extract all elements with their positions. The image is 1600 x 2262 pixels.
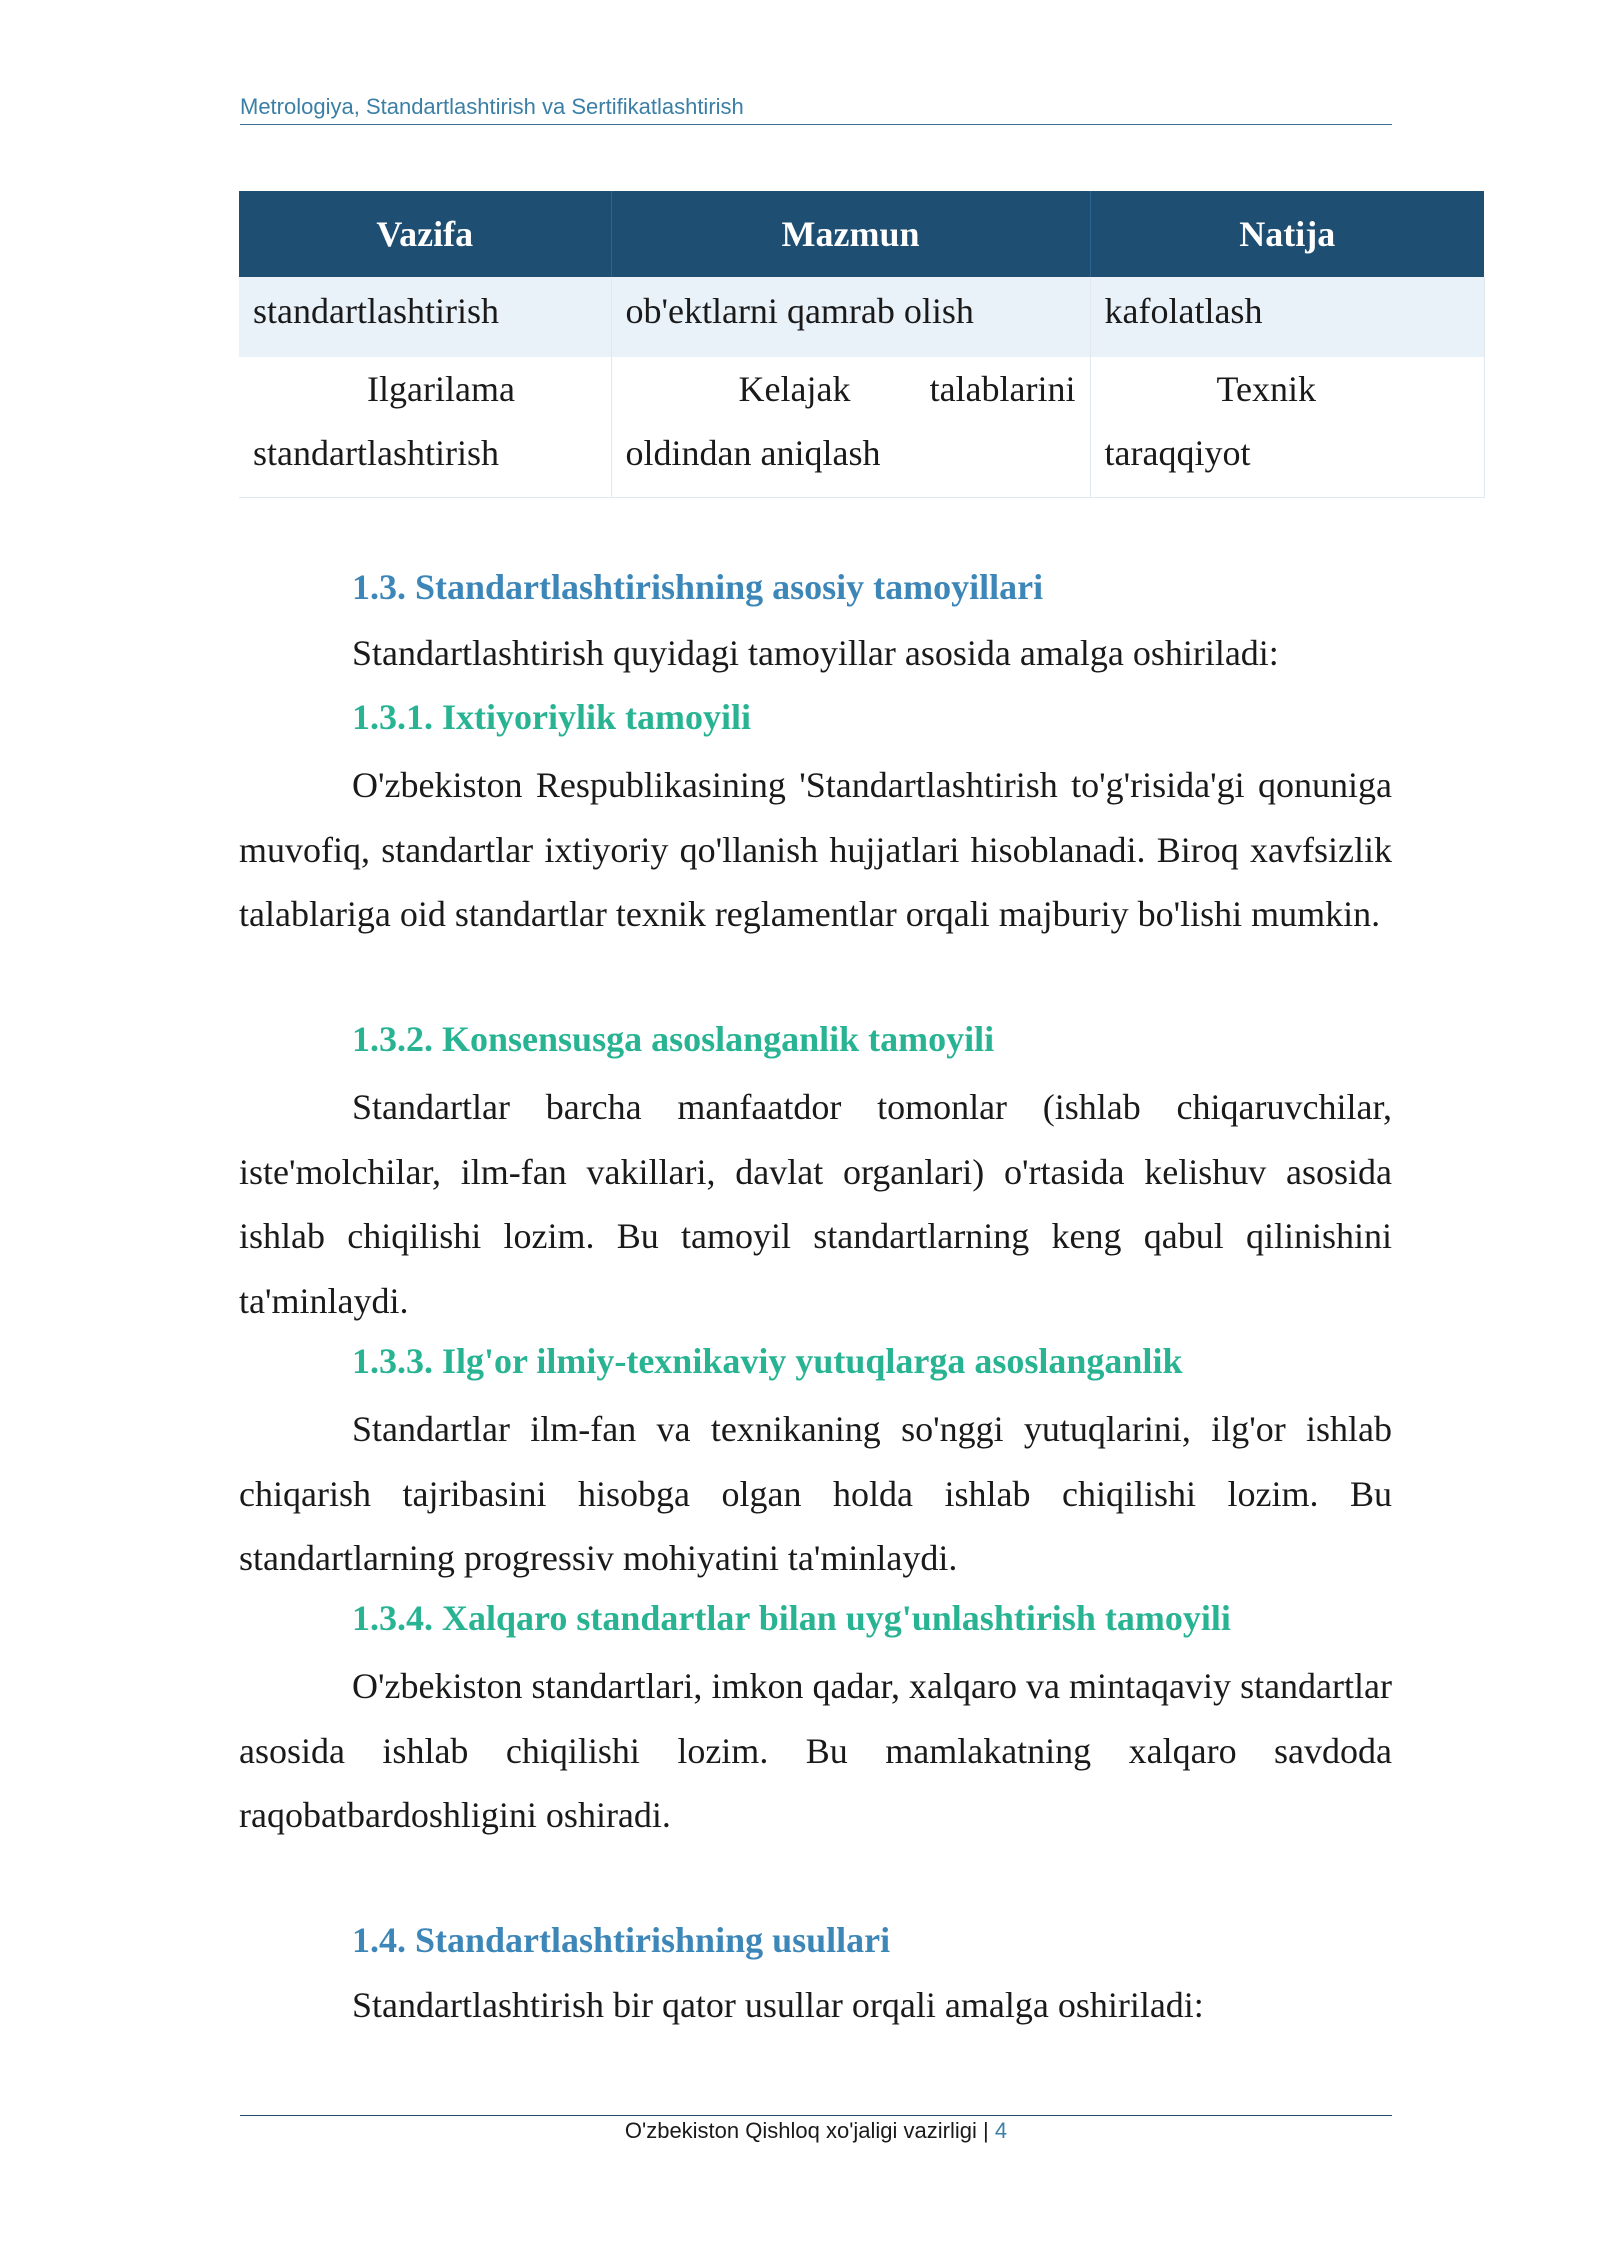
cell-line: oldindan aniqlash	[625, 433, 881, 473]
footer-text: O'zbekiston Qishloq xo'jaligi vazirligi	[624, 2118, 977, 2143]
page-footer	[240, 2118, 1392, 2144]
section-intro: Standartlashtirish quyidagi tamoyillar asosida amalga oshiriladi:	[352, 633, 1279, 673]
subsection-heading: 1.3.3. Ilg'or ilmiy-texnikaviy yutuqlarga asoslanganlik	[352, 1341, 1183, 1381]
table-header-cell: Mazmun	[611, 191, 1090, 277]
table-cell: ob'ektlarni qamrab olish	[611, 277, 1090, 357]
paragraph: O'zbekiston standartlari, imkon qadar, xalqaro va mintaqaviy standartlar asosida ishlab chiqilishi lozim. Bu mamlakatning xalqaro savdoda raqobatbardoshligini oshiradi.	[239, 1666, 1392, 1835]
cell-line: taraqqiyot	[1104, 433, 1251, 473]
footer-rule	[240, 2115, 1392, 2116]
paragraph: O'zbekiston Respublikasining 'Standartlashtirish to'g'risida'gi qonuniga muvofiq, standartlar ixtiyoriy qo'llanish hujjatlari hisoblanadi. Biroq xavfsizlik talablariga oid standartlar texnik reglamentlar orqali majburiy bo'lishi mumkin.	[239, 765, 1392, 934]
subsection-heading: 1.3.2. Konsensusga asoslanganlik tamoyili	[352, 1019, 995, 1059]
table-header-cell: Vazifa	[239, 191, 611, 277]
cell-word: talablarini	[929, 369, 1076, 409]
page-number: 4	[994, 2118, 1008, 2143]
table-header-cell: Natija	[1090, 191, 1484, 277]
section-heading: 1.3. Standartlashtirishning asosiy tamoyillari	[352, 567, 1044, 607]
table-row	[239, 277, 1484, 357]
table-cell: kafolatlash	[1090, 277, 1484, 357]
paragraph: Standartlar ilm-fan va texnikaning so'nggi yutuqlarini, ilg'or ishlab chiqarish tajribasini hisobga olgan holda ishlab chiqilishi lozim. Bu standartlarning progressiv mohiyatini ta'minlaydi.	[239, 1409, 1392, 1578]
cell-word: Kelajak	[738, 369, 851, 409]
table-cell: standartlashtirish	[239, 277, 611, 357]
footer-separator: |	[983, 2118, 989, 2143]
section-intro: Standartlashtirish bir qator usullar orqali amalga oshiriladi:	[352, 1985, 1204, 2025]
cell-line	[626, 357, 1076, 421]
table-cell	[611, 357, 1090, 498]
table-cell	[1090, 357, 1484, 498]
table-row	[239, 357, 1484, 498]
table-cell	[239, 357, 611, 498]
subsection-heading: 1.3.1. Ixtiyoriylik tamoyili	[352, 697, 751, 737]
cell-line: Ilgarilama	[367, 369, 515, 409]
section-heading: 1.4. Standartlashtirishning usullari	[352, 1920, 891, 1960]
paragraph: Standartlar barcha manfaatdor tomonlar (ishlab chiqaruvchilar, iste'molchilar, ilm-fan vakillari, davlat organlari) o'rtasida kelishuv asosida ishlab chiqilishi lozim. Bu tamoyil standartlarning keng qabul qilinishini ta'minlaydi.	[239, 1087, 1392, 1321]
cell-line: Texnik	[1216, 369, 1316, 409]
running-header: Metrologiya, Standartlashtirish va Sertifikatlashtirish	[240, 92, 1392, 125]
cell-line: standartlashtirish	[253, 433, 499, 473]
summary-table	[239, 191, 1485, 498]
table-header-row	[239, 191, 1484, 277]
subsection-heading: 1.3.4. Xalqaro standartlar bilan uyg'unlashtirish tamoyili	[352, 1598, 1231, 1638]
